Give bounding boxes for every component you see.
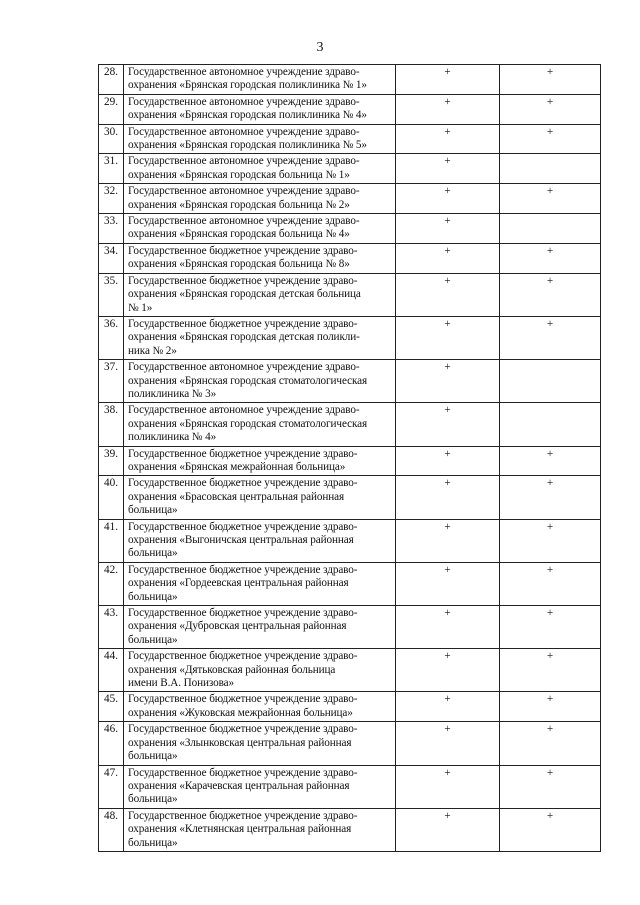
row-number: 36. <box>99 316 124 359</box>
mark-column-2: + <box>500 765 601 808</box>
table-row <box>99 808 601 851</box>
mark-column-2: + <box>500 692 601 722</box>
mark-column-2: + <box>500 124 601 154</box>
institution-name <box>124 154 396 184</box>
institution-name-line: охранения «Брянская городская поликлиника № 4» <box>128 109 367 122</box>
row-number: 41. <box>99 519 124 562</box>
institution-name-line: Государственное бюджетное учреждение здраво- <box>128 244 358 257</box>
table-row <box>99 403 601 446</box>
institution-name <box>124 722 396 765</box>
row-number: 39. <box>99 446 124 476</box>
mark-column-1: + <box>396 124 500 154</box>
row-number: 40. <box>99 476 124 519</box>
institution-name <box>124 649 396 692</box>
institution-name-line: охранения «Брянская городская стоматологическая <box>128 374 368 387</box>
mark-column-2: + <box>500 316 601 359</box>
table-row <box>99 692 601 722</box>
institution-name-line: охранения «Брянская городская детская поликли- <box>128 331 360 344</box>
institution-name-line: охранения «Брянская городская поликлиника № 5» <box>128 139 367 152</box>
mark-column-2: + <box>500 649 601 692</box>
mark-column-1: + <box>396 692 500 722</box>
institution-name <box>124 214 396 244</box>
institution-name-line: охранения «Брянская городская больница № 4» <box>128 228 350 241</box>
institution-name-line: охранения «Дубровская центральная районная <box>128 620 347 633</box>
mark-column-1: + <box>396 519 500 562</box>
institution-name-line: Государственное бюджетное учреждение здраво- <box>128 447 358 460</box>
institution-name-line: Государственное бюджетное учреждение здраво- <box>128 766 358 779</box>
institution-name <box>124 316 396 359</box>
institution-name-line: ника № 2» <box>128 344 177 357</box>
institution-name <box>124 403 396 446</box>
table-row <box>99 722 601 765</box>
row-number: 47. <box>99 765 124 808</box>
mark-column-1: + <box>396 562 500 605</box>
institution-name-line: Государственное бюджетное учреждение здраво- <box>128 723 358 736</box>
row-number: 33. <box>99 214 124 244</box>
mark-column-1: + <box>396 765 500 808</box>
institution-name-line: охранения «Клетнянская центральная районная <box>128 823 352 836</box>
table-row <box>99 243 601 273</box>
institution-name <box>124 519 396 562</box>
institution-name-line: Государственное автономное учреждение здраво- <box>128 95 360 108</box>
mark-column-2: + <box>500 562 601 605</box>
institution-name <box>124 184 396 214</box>
institution-name <box>124 808 396 851</box>
institution-name-line: Государственное автономное учреждение здраво- <box>128 404 360 417</box>
institution-name-line: Государственное автономное учреждение здраво- <box>128 66 360 78</box>
table-row <box>99 154 601 184</box>
institution-name <box>124 273 396 316</box>
institution-name-line: Государственное бюджетное учреждение здраво- <box>128 809 358 822</box>
mark-column-1: + <box>396 360 500 403</box>
institution-name-line: поликлиника № 3» <box>128 387 217 400</box>
institution-name-line: охранения «Брянская городская больница № 1» <box>128 168 350 181</box>
institution-name-line: охранения «Карачевская центральная районная <box>128 779 350 792</box>
institution-name <box>124 94 396 124</box>
mark-column-1: + <box>396 316 500 359</box>
institution-name-line: охранения «Дятьковская районная больница <box>128 663 336 676</box>
institution-name <box>124 765 396 808</box>
institutions-table <box>98 64 601 852</box>
mark-column-2 <box>500 154 601 184</box>
table-row <box>99 519 601 562</box>
institution-name-line: охранения «Брянская городская детская больница <box>128 288 361 301</box>
mark-column-2: + <box>500 184 601 214</box>
institution-name-line: охранения «Брянская межрайонная больница» <box>128 460 346 473</box>
mark-column-1: + <box>396 243 500 273</box>
row-number: 45. <box>99 692 124 722</box>
institution-name <box>124 243 396 273</box>
table-row <box>99 360 601 403</box>
table-row <box>99 273 601 316</box>
mark-column-1: + <box>396 606 500 649</box>
institution-name <box>124 124 396 154</box>
institution-name-line: охранения «Брасовская центральная районная <box>128 490 345 503</box>
mark-column-2: + <box>500 65 601 95</box>
mark-column-1: + <box>396 403 500 446</box>
institution-name-line: охранения «Брянская городская больница № 8» <box>128 258 350 271</box>
institution-name <box>124 562 396 605</box>
row-number: 48. <box>99 808 124 851</box>
institution-name-line: охранения «Брянская городская больница № 2» <box>128 198 350 211</box>
row-number: 34. <box>99 243 124 273</box>
table-row <box>99 765 601 808</box>
table-body <box>99 65 601 852</box>
row-number: 28. <box>99 65 124 95</box>
mark-column-2: + <box>500 606 601 649</box>
table-row <box>99 476 601 519</box>
institution-name-line: больница» <box>128 547 178 560</box>
row-number: 30. <box>99 124 124 154</box>
row-number: 42. <box>99 562 124 605</box>
institution-name-line: Государственное автономное учреждение здраво- <box>128 155 360 168</box>
table-row <box>99 316 601 359</box>
institution-name-line: больница» <box>128 590 178 603</box>
mark-column-2: + <box>500 446 601 476</box>
mark-column-2: + <box>500 476 601 519</box>
institution-name <box>124 446 396 476</box>
institution-name-line: больница» <box>128 750 178 763</box>
mark-column-2: + <box>500 273 601 316</box>
institution-name-line: Государственное автономное учреждение здраво- <box>128 185 360 198</box>
mark-column-2: + <box>500 243 601 273</box>
row-number: 37. <box>99 360 124 403</box>
table-row <box>99 184 601 214</box>
row-number: 46. <box>99 722 124 765</box>
institution-name-line: Государственное бюджетное учреждение здраво- <box>128 477 358 490</box>
mark-column-2: + <box>500 722 601 765</box>
institution-name-line: охранения «Жуковская межрайонная больница» <box>128 706 353 719</box>
mark-column-1: + <box>396 722 500 765</box>
institution-name <box>124 606 396 649</box>
institution-name-line: Государственное бюджетное учреждение здраво- <box>128 274 358 287</box>
institution-name-line: охранения «Злынковская центральная районная <box>128 736 352 749</box>
row-number: 38. <box>99 403 124 446</box>
table-row <box>99 446 601 476</box>
mark-column-2 <box>500 403 601 446</box>
table-row <box>99 606 601 649</box>
mark-column-1: + <box>396 184 500 214</box>
institution-name <box>124 476 396 519</box>
mark-column-1: + <box>396 808 500 851</box>
mark-column-2: + <box>500 94 601 124</box>
table-row <box>99 562 601 605</box>
institution-name-line: охранения «Брянская городская поликлиника № 1» <box>128 79 367 92</box>
institution-name-line: охранения «Выгоничская центральная районная <box>128 534 354 546</box>
mark-column-1: + <box>396 446 500 476</box>
mark-column-1: + <box>396 649 500 692</box>
row-number: 32. <box>99 184 124 214</box>
institution-name-line: имени В.А. Понизова» <box>128 677 235 690</box>
page-number: 3 <box>316 40 324 55</box>
mark-column-1: + <box>396 476 500 519</box>
institution-name-line: больница» <box>128 836 178 849</box>
institution-name-line: Государственное бюджетное учреждение здраво- <box>128 650 358 663</box>
row-number: 31. <box>99 154 124 184</box>
institution-name-line: Государственное автономное учреждение здраво- <box>128 125 360 138</box>
mark-column-1: + <box>396 94 500 124</box>
institution-name-line: Государственное автономное учреждение здраво- <box>128 361 360 374</box>
institution-name-line: № 1» <box>128 301 153 314</box>
institution-name-line: охранения «Брянская городская стоматологическая <box>128 417 368 430</box>
row-number: 29. <box>99 94 124 124</box>
institution-name-line: Государственное бюджетное учреждение здраво- <box>128 607 358 620</box>
row-number: 43. <box>99 606 124 649</box>
row-number: 35. <box>99 273 124 316</box>
table-row <box>99 214 601 244</box>
institution-name-line: больница» <box>128 633 178 646</box>
institution-name-line: Государственное бюджетное учреждение здраво- <box>128 563 358 576</box>
mark-column-2: + <box>500 519 601 562</box>
mark-column-2 <box>500 360 601 403</box>
institution-name-line: Государственное бюджетное учреждение здраво- <box>128 520 358 533</box>
table-row <box>99 124 601 154</box>
mark-column-2: + <box>500 808 601 851</box>
institution-name <box>124 360 396 403</box>
mark-column-1: + <box>396 154 500 184</box>
mark-column-1: + <box>396 214 500 244</box>
mark-column-2 <box>500 214 601 244</box>
institution-name-line: поликлиника № 4» <box>128 431 217 444</box>
institution-name-line: охранения «Гордеевская центральная районная <box>128 577 349 590</box>
institution-name-line: Государственное автономное учреждение здраво- <box>128 215 360 228</box>
institution-name <box>124 65 396 95</box>
institution-name <box>124 692 396 722</box>
institution-name-line: больница» <box>128 793 178 806</box>
institution-name-line: Государственное бюджетное учреждение здраво- <box>128 693 358 706</box>
table-row <box>99 94 601 124</box>
mark-column-1: + <box>396 65 500 95</box>
table-row <box>99 649 601 692</box>
institution-name-line: Государственное бюджетное учреждение здраво- <box>128 317 358 330</box>
row-number: 44. <box>99 649 124 692</box>
mark-column-1: + <box>396 273 500 316</box>
institution-name-line: больница» <box>128 504 178 517</box>
table-row <box>99 65 601 95</box>
